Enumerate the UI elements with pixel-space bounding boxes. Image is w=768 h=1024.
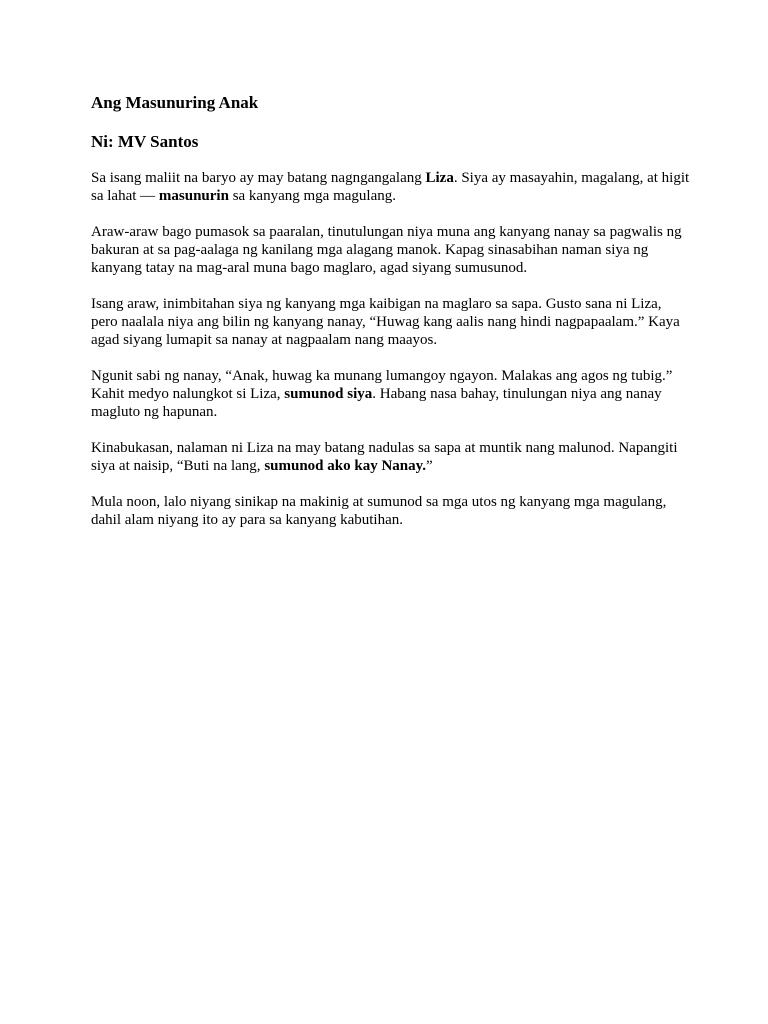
story-paragraph-6 (91, 493, 691, 529)
paragraph-text: . Siya ay masayahin, magalang, at higit sa lahat — (91, 170, 690, 204)
story-paragraph-3 (91, 295, 691, 349)
paragraph-text: Kinabukasan, nalaman ni Liza na may batang nadulas sa sapa at muntik nang malunod. Napangiti siya at naisip, “Buti na lang, (91, 440, 678, 474)
paragraph-text: Sa isang maliit na baryo ay may batang nagngangalang (91, 170, 426, 186)
paragraph-text: Mula noon, lalo niyang sinikap na makinig at sumunod sa mga utos ng kanyang mga magulang, dahil alam niyang ito ay para sa kanyang kabutihan. (91, 494, 667, 528)
bold-word-masunurin: masunurin (158, 188, 229, 204)
paragraph-text: Isang araw, inimbitahan siya ng kanyang mga kaibigan na maglaro sa sapa. Gusto sana ni Liza, pero naalala niya ang bilin ng kanyang nanay, “Huwag kang aalis nang hindi nagpapaalam.” Kaya agad siyang lumapit sa nanay at nagpaalam nang maayos. (91, 296, 680, 348)
paragraph-text: ” (426, 458, 433, 474)
story-paragraph-4 (91, 367, 691, 421)
bold-phrase-sumunod-ako: sumunod ako kay Nanay. (264, 458, 427, 474)
document-author: Ni: MV Santos (91, 132, 199, 151)
paragraph-text: Araw-araw bago pumasok sa paaralan, tinutulungan niya muna ang kanyang nanay sa pagwalis ng bakuran at sa pag-aalaga ng kanilang mga alagang manok. Kapag sinasabihan naman siya ng kanyang tatay na mag-aral muna bago maglaro, agad siyang sumusunod. (91, 224, 682, 276)
story-paragraph-2 (91, 223, 691, 277)
bold-name-liza: Liza (425, 170, 454, 186)
document-title: Ang Masunuring Anak (91, 93, 259, 112)
paragraph-text: sa kanyang mga magulang. (228, 188, 396, 204)
bold-phrase-sumunod-siya: sumunod siya (284, 386, 373, 402)
paragraph-text: . Habang nasa bahay, tinulungan niya ang nanay magluto ng hapunan. (91, 386, 662, 420)
story-paragraph-5 (91, 439, 691, 475)
paragraph-text: Ngunit sabi ng nanay, “Anak, huwag ka munang lumangoy ngayon. Malakas ang agos ng tubig.” Kahit medyo nalungkot si Liza, (91, 368, 673, 402)
story-paragraph-1 (91, 169, 691, 205)
document-page (91, 93, 691, 547)
